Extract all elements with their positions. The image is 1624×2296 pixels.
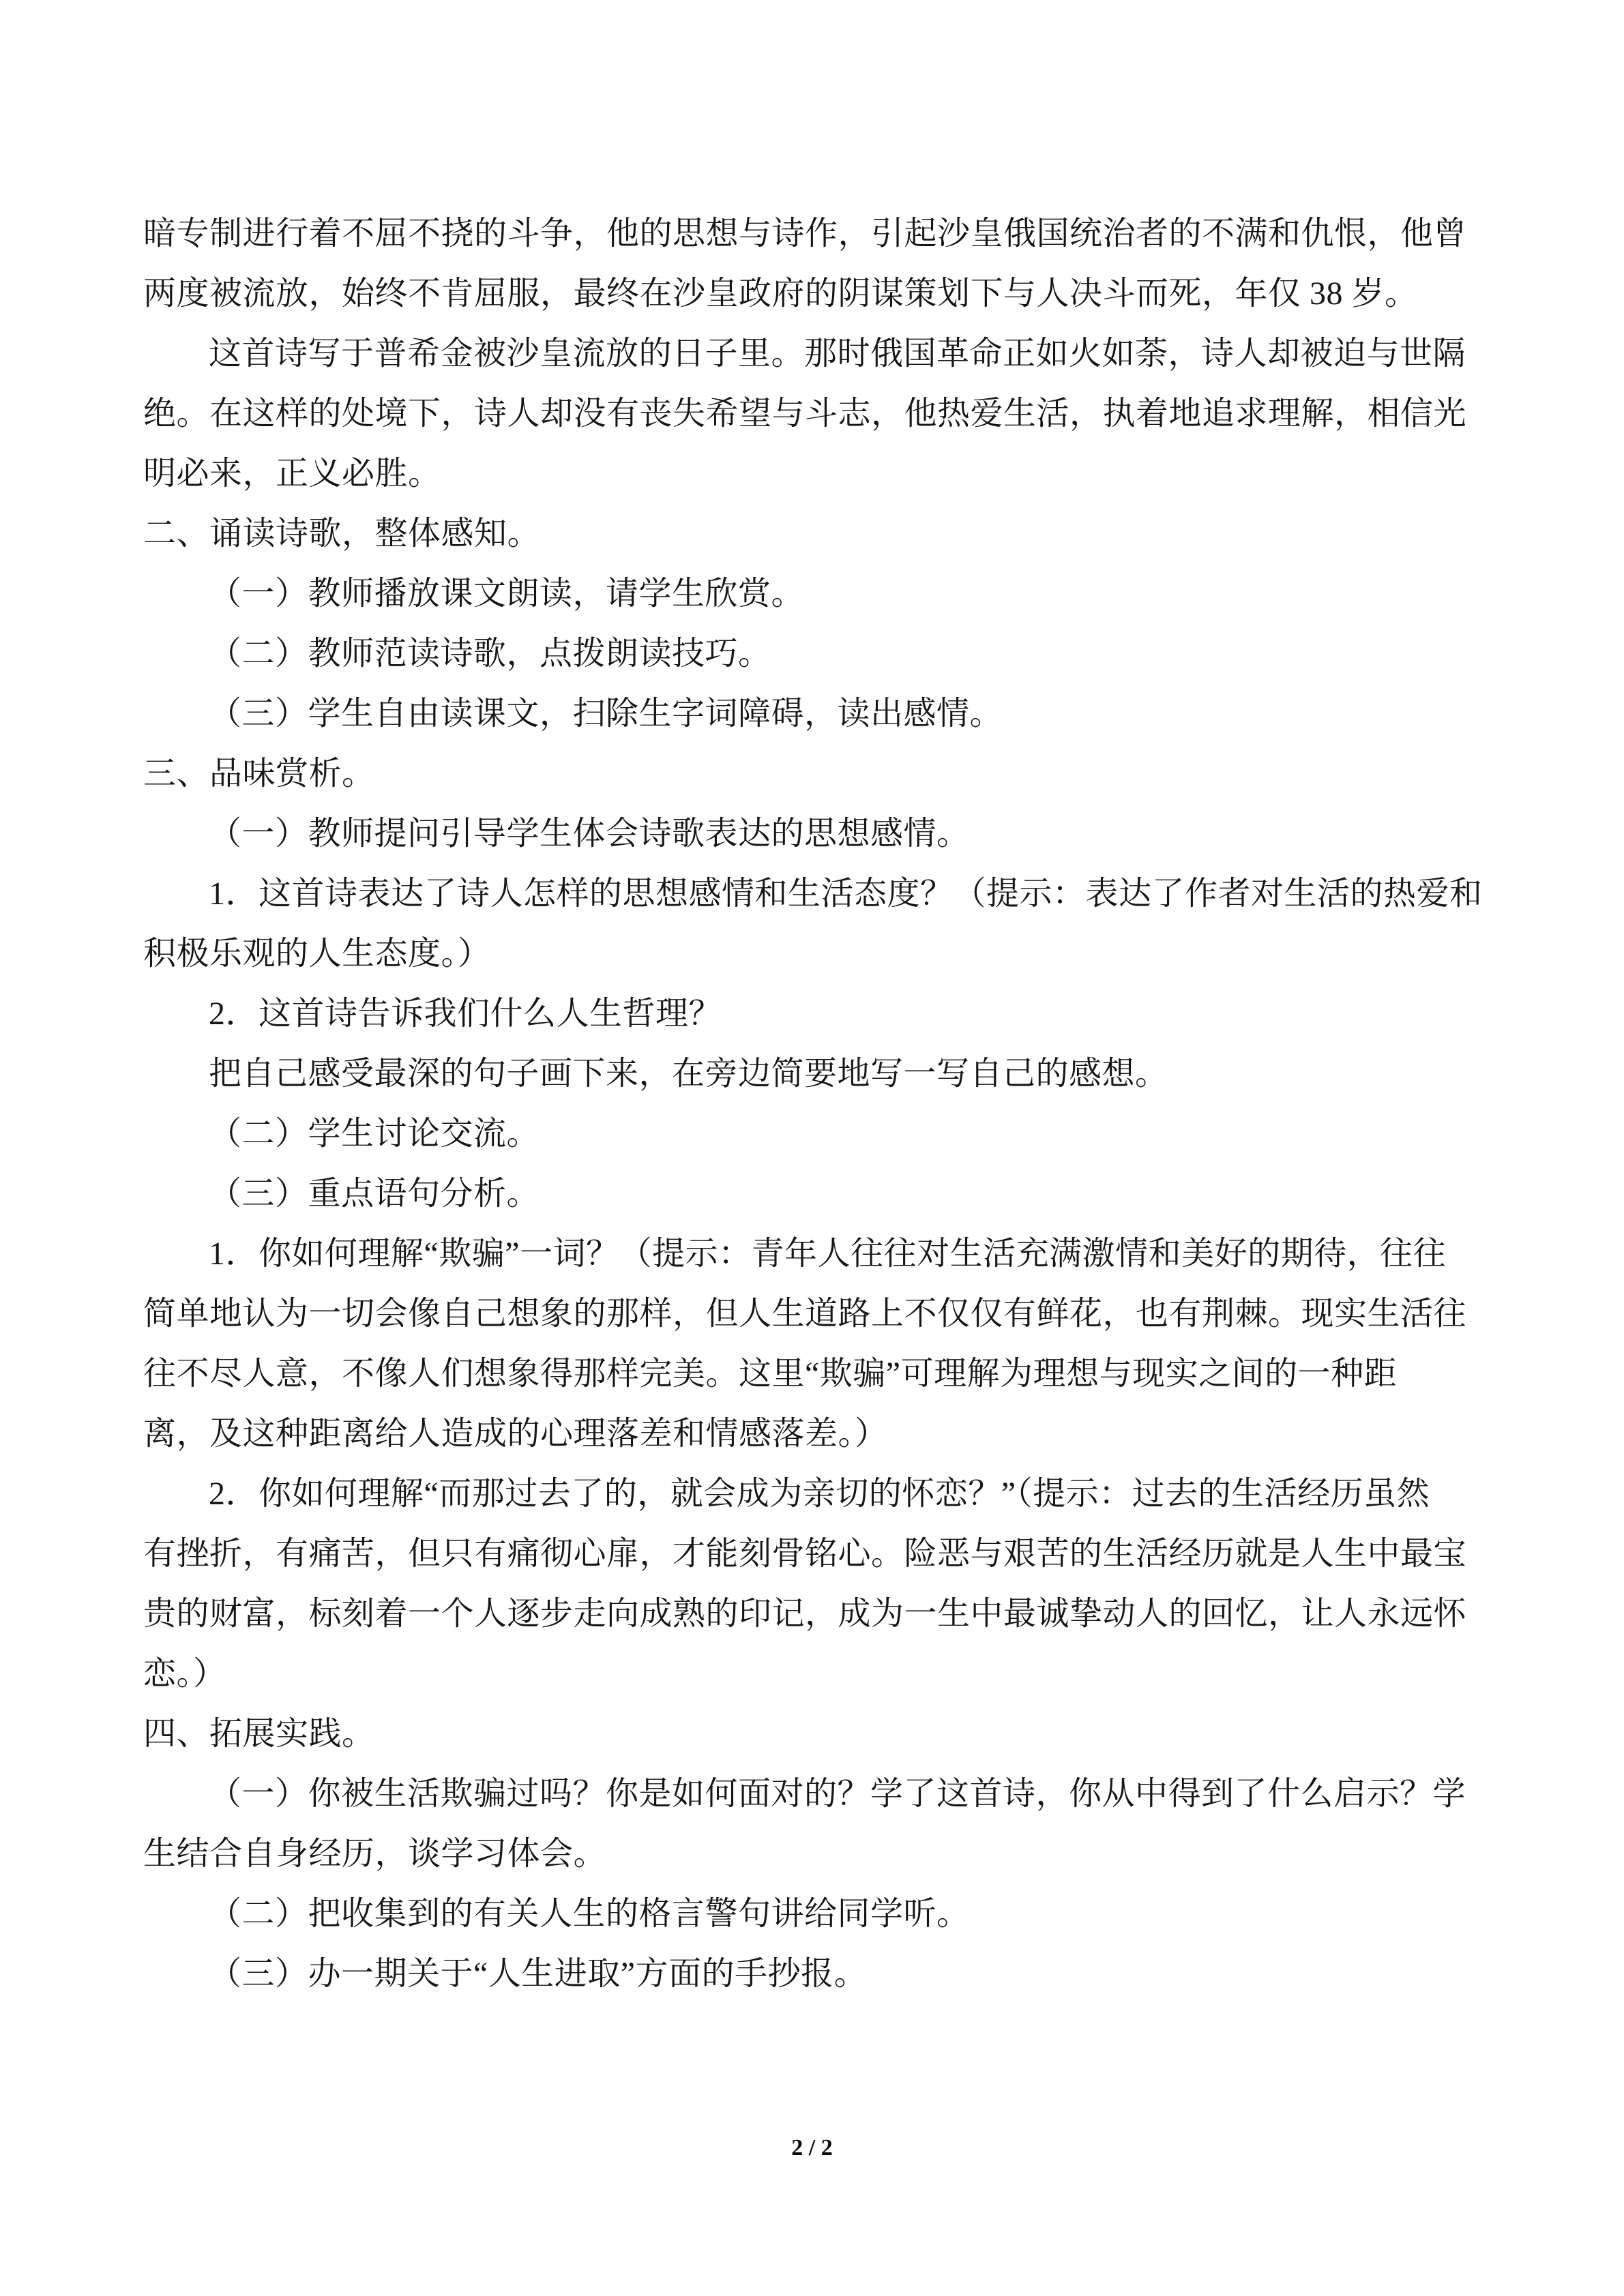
text-line: 暗专制进行着不屈不挠的斗争，他的思想与诗作，引起沙皇俄国统治者的不满和仇恨，他曾 bbox=[143, 215, 1467, 252]
text-line: 1．你如何理解“欺骗”一词？（提示：青年人往往对生活充满激情和美好的期待，往往 bbox=[209, 1236, 1447, 1272]
text-line: 有挫折，有痛苦，但只有痛彻心扉，才能刻骨铭心。险恶与艰苦的生活经历就是人生中最宝 bbox=[143, 1536, 1467, 1572]
text-line: 2．你如何理解“而那过去了的，就会成为亲切的怀恋？”（提示：过去的生活经历虽然 bbox=[209, 1476, 1430, 1512]
document-body bbox=[143, 204, 1483, 2004]
text-line: 三、品味赏析。 bbox=[143, 756, 375, 792]
text-line: 这首诗写于普希金被沙皇流放的日子里。那时俄国革命正如火如荼，诗人却被迫与世隔 bbox=[209, 336, 1466, 372]
text-line: 明必来，正义必胜。 bbox=[143, 456, 441, 492]
text-line: 积极乐观的人生态度。） bbox=[143, 936, 491, 972]
text-line: 1．这首诗表达了诗人怎样的思想感情和生活态度？（提示：表达了作者对生活的热爱和 bbox=[209, 876, 1483, 912]
text-line: 恋。） bbox=[143, 1656, 226, 1692]
text-line: 简单地认为一切会像自己想象的那样，但人生道路上不仅仅有鲜花，也有荆棘。现实生活往 bbox=[143, 1296, 1467, 1332]
text-line: 贵的财富，标刻着一个人逐步走向成熟的印记，成为一生中最诚挚动人的回忆，让人永远怀 bbox=[143, 1596, 1467, 1632]
text-line: 绝。在这样的处境下，诗人却没有丧失希望与斗志，他热爱生活，执着地追求理解，相信光 bbox=[143, 396, 1467, 432]
text-line: 二、诵读诗歌，整体感知。 bbox=[143, 516, 541, 552]
text-line: 2．这首诗告诉我们什么人生哲理？ bbox=[209, 996, 722, 1032]
text-line: （三）办一期关于“人生进取”方面的手抄报。 bbox=[209, 1956, 868, 1992]
text-line: （二）教师范读诗歌，点拨朗读技巧。 bbox=[209, 636, 771, 672]
text-line: （三）重点语句分析。 bbox=[209, 1176, 540, 1212]
text-line: 往不尽人意，不像人们想象得那样完美。这里“欺骗”可理解为理想与现实之间的一种距 bbox=[143, 1356, 1398, 1392]
text-line: （一）教师播放课文朗读，请学生欣赏。 bbox=[209, 576, 805, 612]
text-line: （二）学生讨论交流。 bbox=[209, 1116, 540, 1152]
text-line: 生结合自身经历，谈学习体会。 bbox=[143, 1836, 607, 1872]
text-line: 把自己感受最深的句子画下来，在旁边简要地写一写自己的感想。 bbox=[209, 1056, 1168, 1092]
text-line: （一）你被生活欺骗过吗？你是如何面对的？学了这首诗，你从中得到了什么启示？学 bbox=[209, 1776, 1466, 1812]
text-line: （一）教师提问引导学生体会诗歌表达的思想感情。 bbox=[209, 816, 970, 852]
text-line: 四、拓展实践。 bbox=[143, 1716, 375, 1752]
text-line: 两度被流放，始终不肯屈服，最终在沙皇政府的阴谋策划下与人决斗而死，年仅 38 岁。 bbox=[143, 275, 1418, 312]
text-line: （二）把收集到的有关人生的格言警句讲给同学听。 bbox=[209, 1896, 970, 1932]
page-number: 2 / 2 bbox=[791, 2135, 833, 2160]
text-line: （三）学生自由读课文，扫除生字词障碍，读出感情。 bbox=[209, 696, 1003, 732]
text-line: 离，及这种距离给人造成的心理落差和情感落差。） bbox=[143, 1416, 888, 1452]
